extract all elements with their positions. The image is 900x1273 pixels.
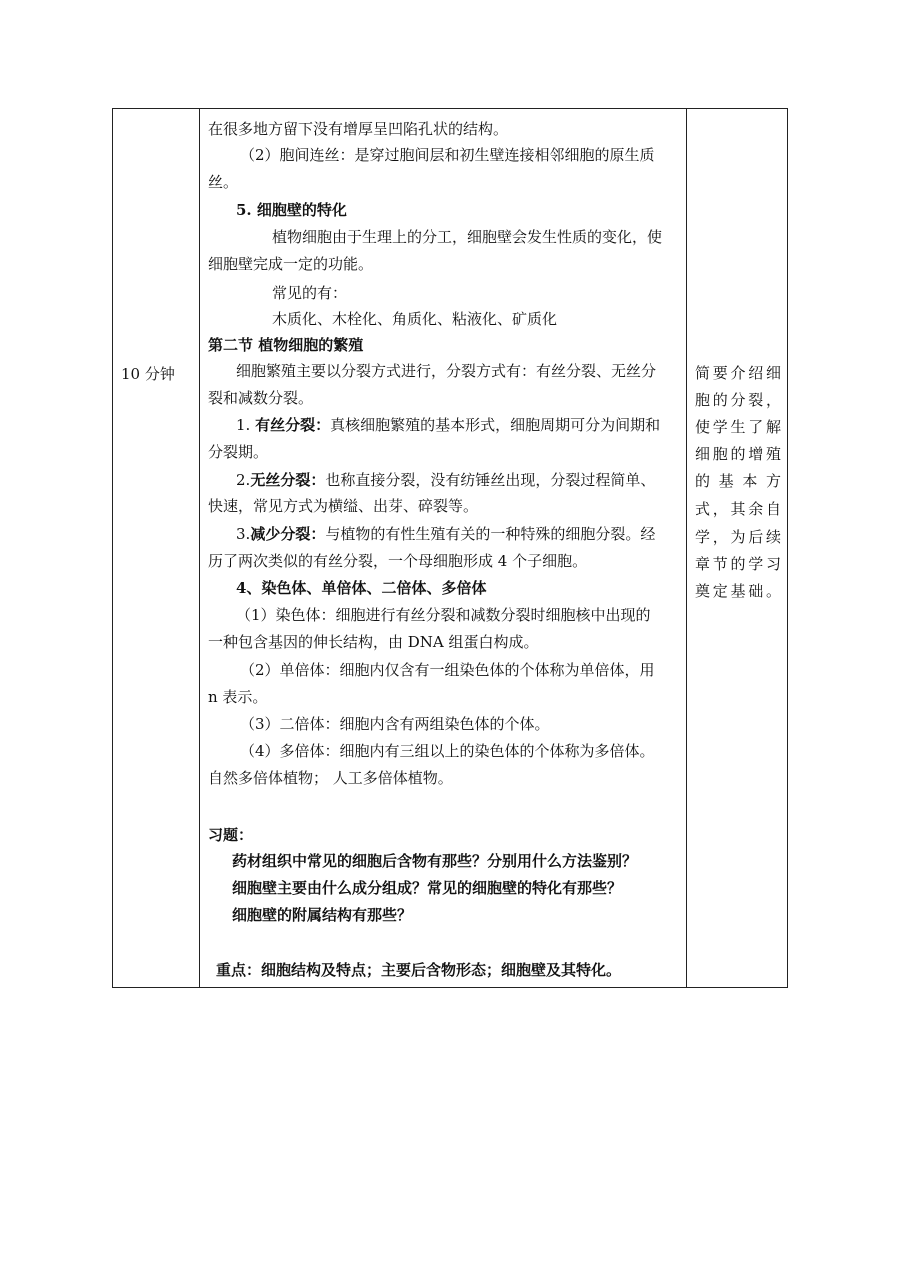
text: 在很多地方留下没有增厚呈凹陷孔状的结构。 — [208, 120, 509, 138]
text: 常见的有： — [272, 284, 348, 302]
text: 细胞壁完成一定的功能。 — [208, 255, 374, 273]
content-column — [200, 109, 687, 987]
note-line: 学，为后续 — [695, 528, 781, 546]
text: （2）胞间连丝：是穿过胞间层和初生壁连接相邻细胞的原生质 — [240, 146, 655, 164]
bold-text: 有丝分裂： — [255, 416, 331, 434]
bold-text: 减少分裂： — [250, 525, 326, 543]
bold-text: 细胞壁的附属结构有那些？ — [232, 906, 413, 924]
text: （1）染色体：细胞进行有丝分裂和减数分裂时细胞核中出现的 — [236, 606, 651, 624]
text: 2. — [236, 471, 251, 489]
text: （2）单倍体：细胞内仅含有一组染色体的个体称为单倍体，用 — [240, 661, 655, 679]
content-line — [208, 254, 373, 274]
note-line: 细胞的增殖 — [695, 445, 781, 463]
text: 3. — [236, 525, 251, 543]
text: 1. — [236, 416, 256, 434]
note-line: 式，其余自 — [695, 500, 781, 518]
content-line — [216, 960, 621, 980]
notes-column — [687, 109, 787, 987]
content-line — [208, 442, 268, 462]
bold-text: 第二节 植物细胞的繁殖 — [208, 336, 364, 354]
bold-text: 4、染色体、单倍体、二倍体、多倍体 — [236, 579, 487, 597]
content-line — [232, 878, 622, 898]
bold-text: 细胞壁主要由什么成分组成？常见的细胞壁的特化有那些？ — [232, 879, 623, 897]
content-line — [208, 551, 587, 571]
text: 自然多倍体植物； 人工多倍体植物。 — [208, 769, 453, 787]
content-line — [240, 660, 655, 680]
text: 历了两次类似的有丝分裂，一个母细胞形成 4 个子细胞。 — [208, 552, 588, 570]
text: 与植物的有性生殖有关的一种特殊的细胞分裂。经 — [325, 525, 656, 543]
time-column — [113, 109, 200, 987]
content-line — [240, 714, 550, 734]
text: 分裂期。 — [208, 443, 269, 461]
content-line — [236, 415, 660, 435]
content-line — [208, 335, 363, 355]
text: 真核细胞繁殖的基本形式，细胞周期可分为间期和 — [330, 416, 661, 434]
content-line — [236, 470, 655, 490]
text: 快速，常见方式为横缢、出芽、碎裂等。 — [208, 497, 479, 515]
bold-text: 5. 细胞壁的特化 — [236, 201, 347, 219]
lesson-table — [112, 108, 788, 988]
note-line: 使学生了解 — [695, 418, 781, 436]
content-line — [236, 361, 656, 381]
content-line — [272, 227, 662, 247]
content-line — [208, 768, 453, 788]
bold-text: 习题： — [208, 826, 254, 844]
bold-text: 药材组织中常见的细胞后含物有那些？分别用什么方法鉴别？ — [232, 852, 638, 870]
content-line — [272, 309, 557, 329]
bold-text: 重点：细胞结构及特点；主要后含物形态；细胞壁及其特化。 — [216, 961, 622, 979]
content-line — [208, 687, 267, 707]
text: 一种包含基因的伸长结构，由 DNA 组蛋白构成。 — [208, 633, 539, 651]
text: n 表示。 — [208, 688, 268, 706]
content-line — [232, 905, 412, 925]
content-line — [208, 496, 478, 516]
content-line — [236, 605, 651, 625]
note-line: 章节的学习 — [695, 555, 781, 573]
text: 木质化、木栓化、角质化、粘液化、矿质化 — [272, 310, 558, 328]
content-line — [208, 119, 508, 139]
note-line: 的 基 本 方 — [695, 472, 781, 490]
text: 也称直接分裂，没有纺锤丝出现，分裂过程简单、 — [325, 471, 656, 489]
content-line — [236, 200, 347, 220]
content-line — [236, 524, 655, 544]
text: （3）二倍体：细胞内含有两组染色体的个体。 — [240, 715, 550, 733]
bold-text: 无丝分裂： — [250, 471, 326, 489]
content-line — [208, 172, 238, 192]
content-line — [208, 388, 313, 408]
note-line: 简要介绍细 — [695, 364, 781, 382]
time-cell: 10 分钟 — [121, 365, 175, 383]
content-line — [240, 145, 655, 165]
content-line — [208, 632, 539, 652]
text: 丝。 — [208, 173, 239, 191]
content-line — [232, 851, 637, 871]
note-line: 胞的分裂， — [695, 391, 781, 409]
content-line — [272, 283, 347, 303]
note-line: 奠定基础。 — [695, 582, 781, 600]
content-line — [236, 578, 486, 598]
content-line — [240, 741, 655, 761]
content-line — [208, 825, 253, 845]
text: 裂和减数分裂。 — [208, 389, 314, 407]
text: （4）多倍体：细胞内有三组以上的染色体的个体称为多倍体。 — [240, 742, 655, 760]
text: 植物细胞由于生理上的分工，细胞壁会发生性质的变化，使 — [272, 228, 663, 246]
text: 细胞繁殖主要以分裂方式进行，分裂方式有：有丝分裂、无丝分 — [236, 362, 657, 380]
